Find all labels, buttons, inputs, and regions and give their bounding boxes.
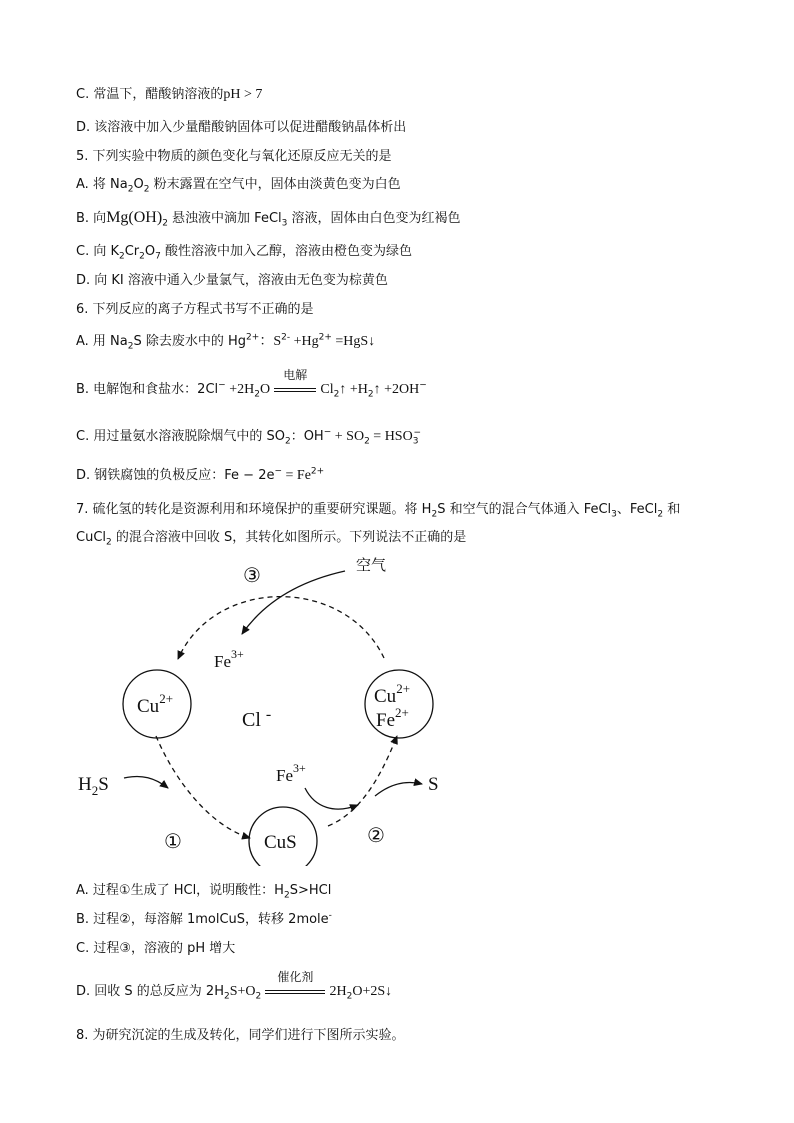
electrolysis-condition: 电解: [274, 381, 316, 399]
cycle-arc-right: [328, 736, 397, 826]
ph-expression: pH > 7: [223, 87, 263, 102]
q6-option-c: C. 用过量氨水溶液脱除烟气中的 $SO_2$：$OH^- + SO_2 = HSO_3^-$: [76, 427, 421, 447]
q8-stem: 8. 为研究沉淀的生成及转化，同学们进行下图所示实验。: [76, 1028, 405, 1043]
cus-label: CuS: [264, 832, 297, 853]
q5-option-b: B. 向$Mg(OH)_2$ 悬浊液中滴加 FeCl$_3$ 溶液，固体由白色变为红褐色: [76, 209, 461, 229]
q6-stem: 6. 下列反应的离子方程式书写不正确的是: [76, 302, 314, 317]
fe3-top-label: $Fe^{3+}$: [214, 647, 244, 671]
s-arrow: [375, 783, 422, 797]
cu2-right-label: $Cu^{2+}$: [374, 681, 411, 707]
h2s-arrow: [124, 776, 168, 788]
q7-stem-line1: 7. 硫化氢的转化是资源利用和环境保护的重要研究课题。将 $H_2S$ 和空气的混合气体通入 FeCl$_3$、FeCl$_2$ 和: [76, 502, 681, 520]
step3-label: ③: [243, 565, 261, 587]
cycle-arc-left: [156, 736, 250, 838]
sulfur-product-label: S: [428, 774, 439, 795]
fe3-arrow: [305, 788, 358, 809]
air-label: 空气: [356, 556, 387, 574]
q4-option-d: D. 该溶液中加入少量醋酸钠固体可以促进醋酸钠晶体析出: [76, 120, 407, 135]
q7-option-a: A. 过程①生成了 HCl，说明酸性：$H_2S>HCl$: [76, 883, 332, 901]
fe2-right-label: $Fe^{2+}$: [376, 705, 409, 731]
step1-label: ①: [164, 831, 182, 853]
q7-option-d: D. 回收 S 的总反应为 $2H_2S+O_2$ 催化剂 $2H_2O+2S↓$: [76, 970, 393, 1002]
q7-stem-line2: CuCl$_2$ 的混合溶液中回收 S，其转化如图所示。下列说法不正确的是: [76, 530, 467, 548]
sulfur-recovery-cycle-diagram: [60, 556, 480, 866]
q5-option-a: A. 将 $Na_2O_2$ 粉末露置在空气中，固体由淡黄色变为白色: [76, 177, 401, 195]
h2s-label: $H_2S$: [78, 774, 109, 798]
q4-option-c: C. 常温下，醋酸钠溶液的pH > 7: [76, 87, 263, 102]
catalyst-condition: 催化剂: [265, 983, 325, 1001]
cycle-arc-top: [178, 597, 384, 659]
q7-option-b: B. 过程②，每溶解 1molCuS，转移 2mole-: [76, 910, 332, 927]
chloride-label: Cl -: [242, 706, 272, 731]
q7-option-c: C. 过程③，溶液的 pH 增大: [76, 941, 236, 956]
q6-option-a: A. 用 $Na_2S$ 除去废水中的 $Hg^{2+}$：$S^{2-} +Hg^{2+}$ =HgS↓: [76, 332, 376, 352]
q5-option-d: D. 向 KI 溶液中通入少量氯气，溶液由无色变为棕黄色: [76, 273, 388, 288]
q5-stem: 5. 下列实验中物质的颜色变化与氧化还原反应无关的是: [76, 149, 392, 164]
q6-option-d: D. 钢铁腐蚀的负极反应：$Fe - 2e^- = Fe^{2+}$: [76, 466, 325, 483]
cu2-label: $Cu^{2+}$: [137, 691, 174, 717]
fe3-bottom-label: $Fe^{3+}$: [276, 761, 306, 785]
q6-option-b: B. 电解饱和食盐水：$2Cl^- +2H_2O$ 电解 $Cl_2↑$ $+H_2↑ +2OH^-$: [76, 368, 427, 400]
q5-option-c: C. 向 $K_2Cr_2O_7$ 酸性溶液中加入乙醇，溶液由橙色变为绿色: [76, 244, 412, 262]
step2-label: ②: [367, 825, 385, 847]
